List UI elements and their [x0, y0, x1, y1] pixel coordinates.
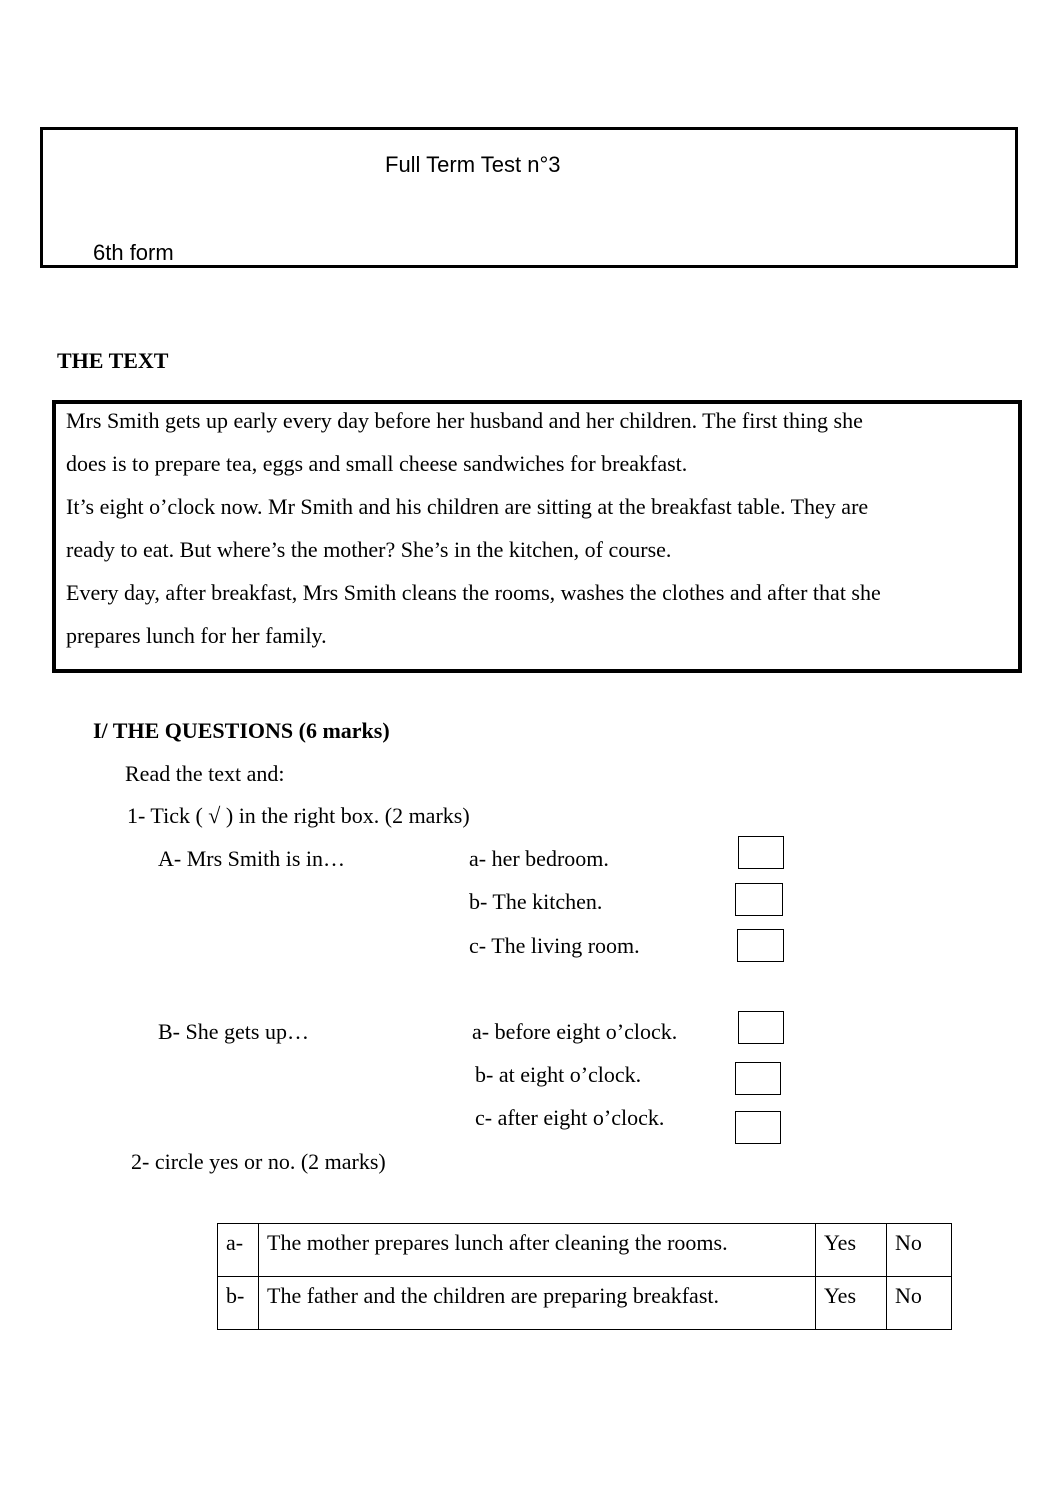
question-1a-stem: A- Mrs Smith is in… [158, 846, 346, 871]
form-label: 6th form [93, 240, 174, 265]
text-line: Mrs Smith gets up early every day before her husband and her children. The first thing she [66, 408, 863, 433]
text-line: prepares lunch for her family. [66, 623, 327, 648]
row-letter: b- [218, 1277, 259, 1330]
row-letter: a- [218, 1224, 259, 1277]
option-label: a- before eight o’clock. [472, 1019, 678, 1044]
table-row [218, 1277, 952, 1330]
option-label: c- after eight o’clock. [475, 1105, 665, 1130]
text-line: It’s eight o’clock now. Mr Smith and his children are sitting at the breakfast table. They are [66, 494, 869, 519]
text-heading: THE TEXT [57, 348, 169, 373]
option-label: a- her bedroom. [469, 846, 609, 871]
option-label: c- The living room. [469, 933, 640, 958]
text-line: does is to prepare tea, eggs and small cheese sandwiches for breakfast. [66, 451, 688, 476]
test-title: Full Term Test n°3 [385, 152, 561, 177]
question-1b-stem: B- She gets up… [158, 1019, 309, 1044]
text-line: Every day, after breakfast, Mrs Smith cleans the rooms, washes the clothes and after that she [66, 580, 881, 605]
option-label: b- at eight o’clock. [475, 1062, 642, 1087]
yes-option[interactable]: Yes [816, 1224, 887, 1277]
tick-box[interactable] [735, 883, 783, 916]
question-1-label: 1- Tick ( √ ) in the right box. (2 marks) [127, 803, 470, 828]
option-label: b- The kitchen. [469, 889, 603, 914]
question-2-label: 2- circle yes or no. (2 marks) [131, 1149, 386, 1174]
no-option[interactable]: No [887, 1224, 952, 1277]
tick-box[interactable] [735, 1111, 781, 1144]
table-row [218, 1224, 952, 1277]
tick-box[interactable] [735, 1062, 781, 1095]
tick-box[interactable] [737, 929, 784, 962]
row-statement: The mother prepares lunch after cleaning the rooms. [259, 1224, 816, 1277]
header-box [40, 127, 1018, 268]
no-option[interactable]: No [887, 1277, 952, 1330]
yes-no-table [217, 1223, 952, 1330]
tick-box[interactable] [738, 836, 784, 869]
tick-box[interactable] [738, 1011, 784, 1044]
questions-intro: Read the text and: [125, 761, 285, 786]
row-statement: The father and the children are preparing breakfast. [259, 1277, 816, 1330]
yes-option[interactable]: Yes [816, 1277, 887, 1330]
questions-heading: I/ THE QUESTIONS (6 marks) [93, 718, 390, 743]
text-line: ready to eat. But where’s the mother? She’s in the kitchen, of course. [66, 537, 672, 562]
